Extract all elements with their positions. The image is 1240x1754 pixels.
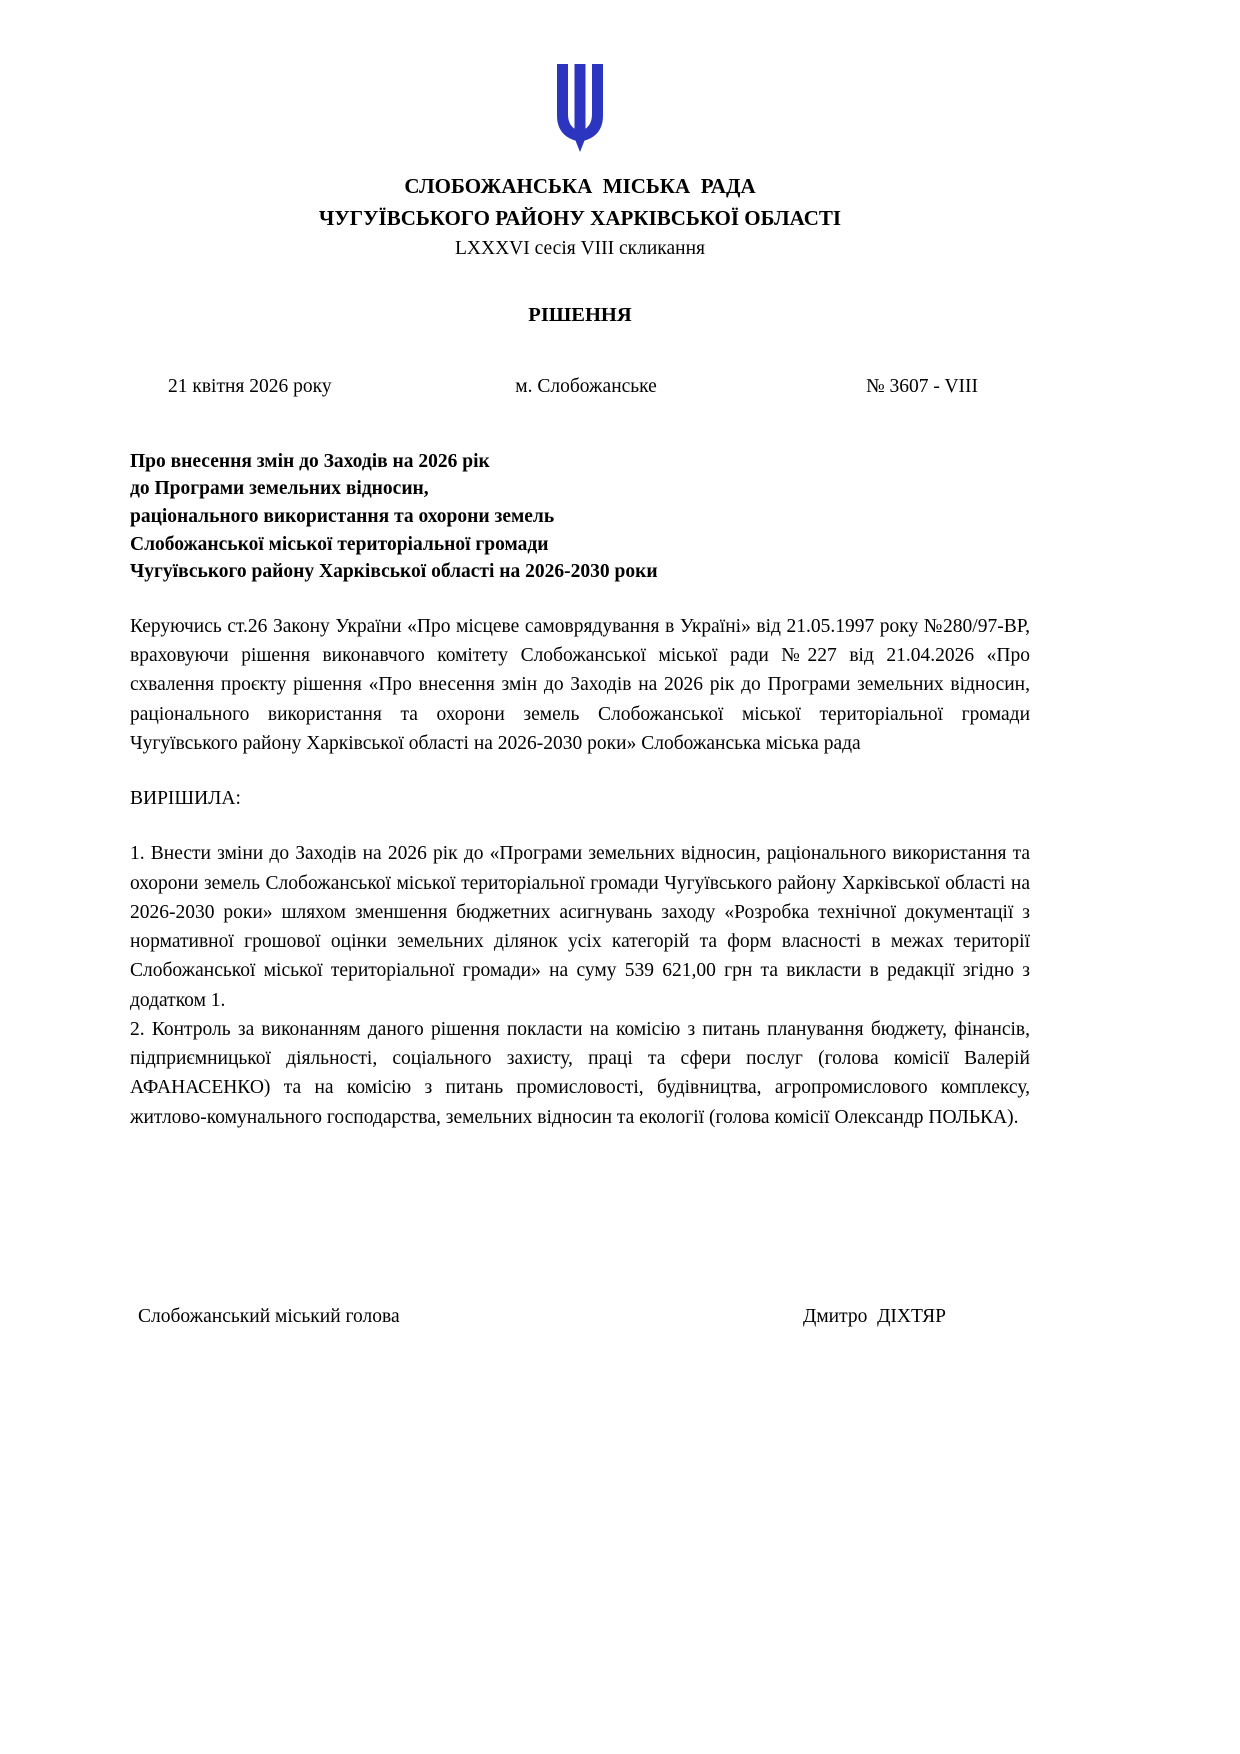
org-name-line1: СЛОБОЖАНСЬКА МІСЬКА РАДА [404,174,756,199]
decision-item-1: 1. Внести зміни до Заходів на 2026 рік до «Програми земельних відносин, раціонального використання та охорони земель Слобожанської міської територіальної громади Чугуївського району Харківської області на 2026-2030 роки» шляхом зменшення бюджетних асигнувань заходу «Розробка технічної документації з нормативної грошової оцінки земельних ділянок усіх категорій та форм власності в межах території Слобожанської міської територіальної громади» на суму 539 621,00 грн та викласти в редакції згідно з додатком 1. [130,843,1030,1011]
resolved-heading: ВИРІШИЛА: [130,788,241,810]
preamble-paragraph: Керуючись ст.26 Закону України «Про місцеве самоврядування в Україні» від 21.05.1997 року №280/97-ВР, враховуючи рішення виконавчого комітету Слобожанської міської ради №227 від 21.04.2026 «Про схвалення проєкту рішення «Про внесення змін до Заходів на 2026 рік до Програми земельних відносин, раціонального використання та охорони земель Слобожанської міської територіальної громади Чугуївського району Харківської області на 2026-2030 роки» Слобожанська міська рада [130,615,1030,754]
signature-row [130,1302,1030,1331]
signature-title: Слобожанський міський голова [138,1305,400,1327]
signature-name: Дмитро ДІХТЯР [803,1305,946,1327]
subject-line: Про внесення змін до Заходів на 2026 рік [130,450,490,472]
subject-line: до Програми земельних відносин, [130,478,429,500]
session-line: LXXXVI сесія VIII скликання [455,238,705,260]
subject-line: раціонального використання та охорони земель [130,505,555,527]
document-meta-row [130,372,1030,401]
decision-item-2: 2. Контроль за виконанням даного рішення покласти на комісію з питань планування бюджету, фінансів, підприємницької діяльності, соціального захисту, праці та сфери послуг (голова комісії Валерій АФАНАСЕНКО) та на комісію з питань промисловості, будівництва, агропромислового комплексу, житлово-комунального господарства, земельних відносин та екології (голова комісії Олександр ПОЛЬКА). [130,1018,1030,1128]
document-date: 21 квітня 2026 року [168,376,332,398]
subject-line: Слобожанської міської територіальної громади [130,533,549,555]
decision-items [130,839,1030,1132]
document-number: № 3607 - VIII [866,376,979,398]
document-type-title: РІШЕННЯ [528,303,632,326]
document-subject [130,448,1030,586]
ukraine-trident-icon [548,62,612,158]
subject-line: Чугуївського району Харківської області на 2026-2030 роки [130,561,658,583]
org-name-line2: ЧУГУЇВСЬКОГО РАЙОНУ ХАРКІВСЬКОЇ ОБЛАСТІ [318,205,842,230]
document-header [130,62,1030,264]
document-place: м. Слобожанське [515,376,657,398]
